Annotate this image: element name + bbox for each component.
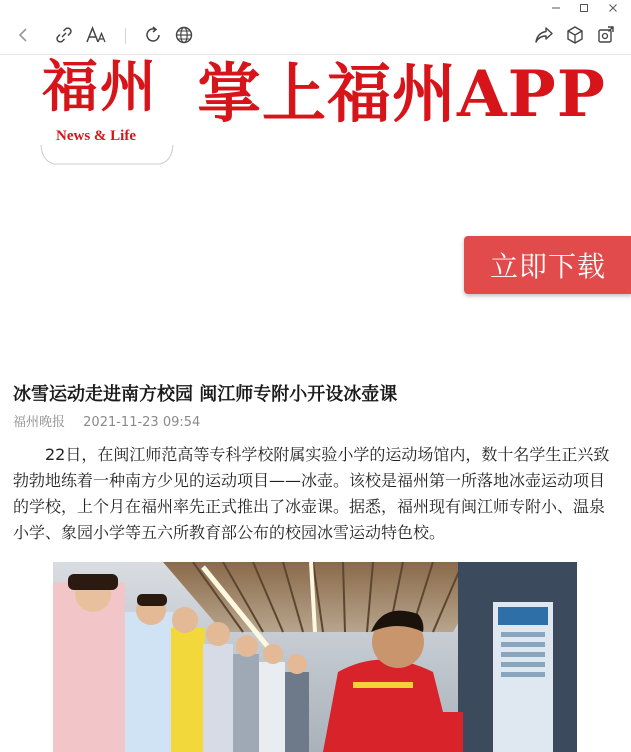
logo-text: 福州 — [42, 55, 158, 120]
copy-link-button[interactable] — [51, 22, 77, 48]
article-photo — [53, 562, 577, 752]
title-bar — [0, 0, 631, 16]
maximize-button[interactable] — [571, 0, 597, 16]
article-paragraph: 22日，在闽江师范高等专科学校附属实验小学的运动场馆内，数十名学生正兴致勃勃地练着一种南方少见的运动项目——冰壶。该校是福州第一所落地冰壶运动项目的学校，上个月在福州率先正式推出了冰壶课。据悉，福州现有闽江师专附小、温泉小学、象园小学等五六所教育部公布的校园冰雪运动特色校。 — [13, 445, 610, 542]
toolbar-divider — [125, 28, 126, 44]
article-photo-illustration — [53, 562, 577, 752]
cube-button[interactable] — [562, 22, 588, 48]
open-in-browser-button[interactable] — [171, 22, 197, 48]
app-promo-banner — [0, 55, 631, 145]
logo — [40, 55, 174, 145]
back-button[interactable] — [11, 22, 37, 48]
maximize-icon — [579, 3, 589, 13]
refresh-icon — [143, 25, 163, 45]
browser-toolbar — [0, 16, 631, 55]
cube-icon — [565, 25, 585, 45]
chevron-left-icon — [15, 26, 33, 44]
banner-headline: 掌上福州APP — [197, 57, 606, 132]
article-title: 冰雪运动走进南方校园 闽江师专附小开设冰壶课 — [13, 384, 398, 405]
refresh-button[interactable] — [140, 22, 166, 48]
open-external-button[interactable] — [593, 22, 619, 48]
article-source: 福州晚报 — [13, 415, 66, 430]
minimize-button[interactable] — [543, 0, 569, 16]
article-meta — [13, 411, 200, 430]
minimize-icon — [551, 3, 561, 13]
close-icon — [608, 3, 618, 13]
link-icon — [54, 25, 74, 45]
globe-icon — [174, 25, 194, 45]
open-external-icon — [596, 25, 616, 45]
article-datetime: 2021-11-23 09:54 — [83, 415, 201, 430]
close-button[interactable] — [600, 0, 626, 16]
download-button[interactable]: 立即下载 — [464, 236, 631, 294]
share-icon — [534, 25, 554, 45]
share-button[interactable] — [531, 22, 557, 48]
logo-arc-decoration — [40, 145, 174, 169]
logo-subtitle: News & Life — [56, 128, 136, 144]
font-size-button[interactable] — [83, 22, 109, 48]
font-size-icon — [85, 25, 107, 45]
